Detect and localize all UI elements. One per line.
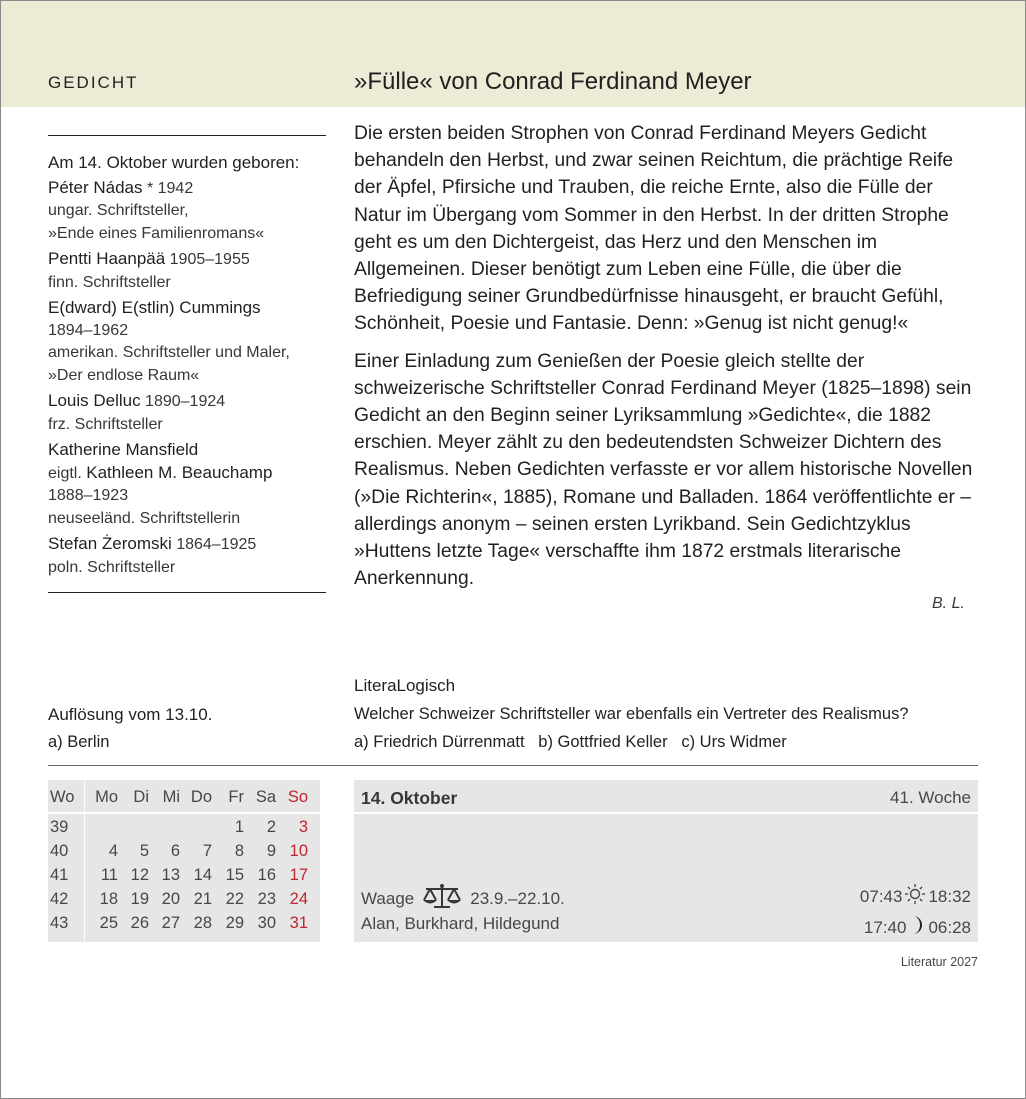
calendar-day: 16 [257, 866, 276, 884]
author-signature: B. L. [932, 595, 965, 612]
zodiac-range: 23.9.–22.10. [470, 888, 565, 908]
birthdays-list [48, 152, 338, 582]
calendar-week-number: 43 [50, 914, 69, 932]
name-days: Alan, Burkhard, Hildegund [361, 914, 560, 933]
calendar-week-number: 40 [50, 842, 69, 860]
sun-times [860, 883, 971, 910]
person-years: 1905–1955 [165, 251, 250, 268]
calendar-day: 31 [289, 914, 308, 932]
person-description: frz. Schriftsteller [48, 415, 163, 433]
person-description: ungar. Schriftsteller, [48, 202, 189, 219]
person-years: * 1942 [142, 179, 194, 197]
birthday-entry [48, 533, 338, 579]
calendar-day: 17 [289, 866, 308, 884]
person-name: Katherine Mansfield [48, 440, 199, 459]
calendar-weekday-header: Mo [95, 788, 118, 806]
calendar-day: 9 [266, 842, 276, 860]
libra-icon [420, 883, 464, 914]
page-title: »Fülle« von Conrad Ferdinand Meyer [354, 68, 752, 95]
sunset-time: 18:32 [928, 886, 971, 906]
zodiac-info [361, 883, 565, 914]
calendar-week-header: Wo [50, 788, 75, 806]
person-name: E(dward) E(stlin) Cummings [48, 298, 261, 317]
person-description: finn. Schriftsteller [48, 273, 171, 291]
calendar-weekday-header: Fr [228, 788, 244, 806]
calendar-header-divider [48, 812, 320, 814]
calendar-day: 23 [257, 890, 276, 908]
calendar-day: 27 [161, 914, 180, 932]
person-alias: Kathleen M. Beauchamp [86, 462, 273, 482]
moonset-time: 06:28 [928, 917, 971, 937]
week-number: 41. Woche [890, 788, 971, 807]
person-years: 1888–1923 [48, 487, 129, 504]
births-bottom-rule [48, 592, 326, 593]
births-top-rule [48, 135, 326, 136]
person-name: Péter Nádas [48, 177, 143, 197]
calendar-day: 4 [108, 842, 118, 860]
birthday-entry [48, 297, 338, 387]
calendar-day: 7 [202, 842, 212, 860]
quiz-answers: a) Friedrich Dürrenmatt b) Gottfried Keller c) Urs Widmer [354, 733, 787, 751]
calendar-top-rule [48, 765, 978, 766]
person-alias-prefix: eigtl. [48, 464, 87, 482]
calendar-day: 14 [193, 866, 212, 884]
moonrise-time: 17:40 [863, 917, 907, 937]
calendar-weekday-header: Di [133, 788, 149, 806]
calendar-day: 21 [193, 890, 212, 908]
calendar-day: 5 [139, 842, 149, 860]
calendar-day: 24 [289, 890, 308, 908]
calendar-day: 29 [225, 914, 244, 932]
moon-times [864, 914, 971, 941]
sunrise-time: 07:43 [859, 886, 903, 906]
person-work: »Ende eines Familienromans« [48, 224, 265, 242]
person-name: Louis Delluc [48, 391, 141, 410]
calendar-day: 6 [170, 842, 180, 860]
calendar-week-number: 42 [50, 890, 69, 908]
zodiac-name: Waage [361, 888, 415, 908]
calendar-day: 2 [266, 818, 276, 836]
birthday-entry [48, 439, 338, 530]
person-years: 1890–1924 [140, 393, 226, 410]
sun-icon [904, 883, 926, 910]
person-work: »Der endlose Raum« [48, 366, 200, 384]
calendar-day: 13 [161, 866, 180, 884]
person-name: Pentti Haanpää [48, 249, 166, 268]
calendar-day: 12 [130, 866, 149, 884]
day-date: 14. Oktober [361, 788, 458, 808]
person-description: neuseeländ. Schriftstellerin [48, 509, 241, 527]
quiz-question: Welcher Schweizer Schriftsteller war ebenfalls ein Vertreter des Realismus? [354, 705, 909, 723]
person-description: poln. Schriftsteller [48, 558, 176, 576]
section-label: GEDICHT [48, 73, 139, 92]
calendar-day: 1 [234, 818, 244, 836]
article-paragraph: Die ersten beiden Strophen von Conrad Ferdinand Meyers Gedicht behandeln den Herbst, und zwar seinen Reichtum, die prächtige Reife der Äpfel, Pfirsiche und Trauben, die reiche Ernte, also die Fülle der Natur im Übergang vom Sommer in den Herbst. In der dritten Strophe geht es um den Dichtergeist, das Herz und den Menschen im Allgemeinen. Dieser benötigt zum Leben eine Fülle, die über die Befriedigung seiner Grundbedürfnisse hinausgeht, er braucht Gefühl, Schönheit, Poesie und Fantasie. Denn: »Genug ist nicht genug!« [354, 123, 954, 335]
solution-answer: a) Berlin [48, 733, 110, 751]
person-description: amerikan. Schriftsteller und Maler, [48, 344, 290, 361]
calendar-day: 22 [225, 890, 244, 908]
birthday-entry [48, 390, 338, 436]
person-years: 1894–1962 [48, 321, 129, 339]
person-name: Stefan Żeromski [48, 534, 172, 553]
calendar-day: 11 [100, 866, 118, 884]
birthday-entry [48, 248, 338, 294]
calendar-weekday-header: Do [190, 788, 212, 806]
day-header-divider [354, 812, 978, 814]
calendar-weekday-header: Mi [162, 788, 180, 806]
calendar-week-number: 39 [50, 818, 69, 836]
birthday-entry [48, 177, 338, 246]
calendar-day: 25 [99, 914, 118, 932]
birthdays-heading: Am 14. Oktober wurden geboren: [48, 153, 300, 172]
solution-title: Auflösung vom 13.10. [48, 705, 213, 724]
calendar-day: 3 [298, 818, 308, 836]
calendar-weekday-header: Sa [255, 788, 276, 806]
calendar-day: 19 [130, 890, 149, 908]
moon-icon [908, 914, 926, 941]
calendar-day: 20 [161, 890, 180, 908]
footer-label: Literatur 2027 [900, 955, 978, 969]
calendar-weekday-header: So [287, 788, 308, 806]
article-paragraph: Einer Einladung zum Genießen der Poesie gleich stellte der schweizerische Schriftsteller Conrad Ferdinand Meyer (1825–1898) sein Gedicht an den Beginn seiner Lyriksammlung »Gedichte«, die 1882 erschien. Meyer zählt zu den bedeutendsten Schweizer Dichtern des Realismus. Neben Gedichten verfasste er vor allem historische Novellen (»Die Richterin«, 1885), Romane und Balladen. 1864 veröffentlichte er – allerdings anonym – seinen ersten Lyrikband. Sein Gedichtzyklus »Huttens letzte Tage« verschaffte ihm 1872 erstmals literarische Anerkennung. [354, 350, 973, 590]
person-years: 1864–1925 [171, 536, 257, 553]
calendar-week-number: 41 [50, 866, 69, 884]
calendar-day: 8 [234, 842, 244, 860]
calendar-day: 30 [257, 914, 276, 932]
article-body [354, 120, 984, 602]
calendar-day: 10 [289, 842, 308, 860]
calendar-day: 28 [193, 914, 212, 932]
calendar-day: 26 [130, 914, 149, 932]
calendar-week-divider [84, 780, 85, 942]
calendar-day: 15 [225, 866, 244, 884]
calendar-day: 18 [99, 890, 118, 908]
quiz-title: LiteraLogisch [354, 676, 456, 695]
